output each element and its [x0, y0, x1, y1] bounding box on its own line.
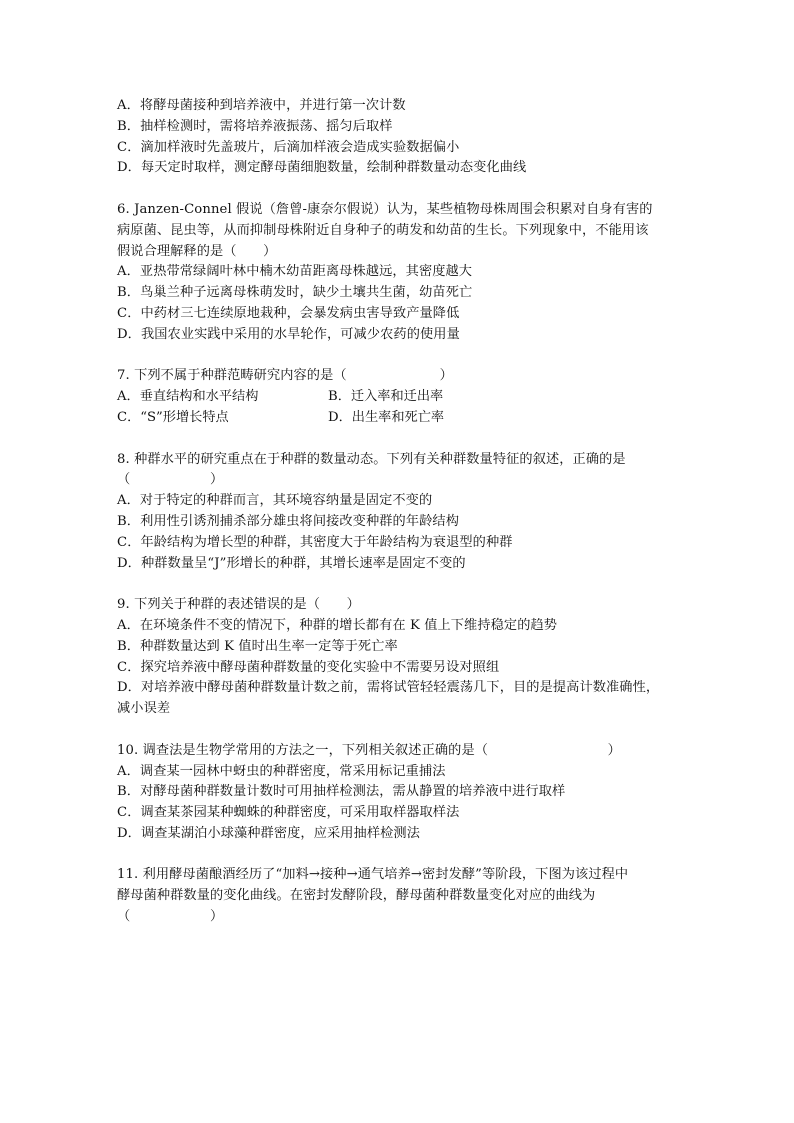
question-6 — [117, 200, 687, 346]
q10-option-b: B．对酵母菌种群数量计数时可用抽样检测法，需从静置的培养液中进行取样 — [117, 784, 566, 800]
q9-option-c: C．探究培养液中酵母菌种群数量的变化实验中不需要另设对照组 — [117, 659, 500, 675]
q6-option-a: A．亚热带常绿阔叶林中楠木幼苗距离母株越远，其密度越大 — [117, 264, 473, 280]
q8-stem-line-2: （ ） — [117, 472, 224, 488]
question-5-options — [117, 96, 687, 179]
q11-stem-line-2: 酵母菌种群数量的变化曲线。在密封发酵阶段，酵母菌种群数量变化对应的曲线为 — [117, 888, 596, 904]
q10-option-c: C．调查某茶园某种蜘蛛的种群密度，可采用取样器取样法 — [117, 805, 460, 821]
q6-option-b: B．鸟巢兰种子远离母株萌发时，缺少土壤共生菌，幼苗死亡 — [117, 285, 473, 301]
q7-option-a: A．垂直结构和水平结构 — [117, 389, 259, 405]
q10-option-a: A．调查某一园林中蚜虫的种群密度，常采用标记重捕法 — [117, 763, 446, 779]
q7-option-b: B．迁入率和迁出率 — [328, 389, 444, 405]
q7-option-c: C．“S”形增长特点 — [117, 409, 229, 425]
q9-option-d-line-1: D．对培养液中酵母菌种群数量计数之前，需将试管轻轻震荡几下，目的是提高计数准确性， — [117, 680, 660, 696]
spacer — [117, 179, 687, 200]
spacer — [117, 346, 687, 367]
q5-option-d: D．每天定时取样，测定酵母菌细胞数量，绘制种群数量动态变化曲线 — [117, 160, 527, 176]
q11-stem-line-1: 11. 利用酵母菌酿酒经历了“加料→接种→通气培养→密封发酵”等阶段，下图为该过程中 — [117, 867, 629, 883]
q9-option-d-line-2: 减小误差 — [117, 701, 171, 717]
q9-stem: 9. 下列关于种群的表述错误的是（ ） — [117, 597, 360, 613]
q7-options-row-1 — [117, 387, 687, 408]
question-7 — [117, 366, 687, 428]
q8-option-c: C．年龄结构为增长型的种群，其密度大于年龄结构为衰退型的种群 — [117, 534, 513, 550]
spacer — [117, 720, 687, 741]
q9-option-b: B．种群数量达到 K 值时出生率一定等于死亡率 — [117, 638, 398, 654]
question-10 — [117, 741, 687, 845]
q8-option-a: A．对于特定的种群而言，其环境容纳量是固定不变的 — [117, 493, 433, 509]
spacer — [117, 574, 687, 595]
question-8 — [117, 450, 687, 575]
q6-stem-line-2: 病原菌、昆虫等，从而抑制母株附近自身种子的萌发和幼苗的生长。下列现象中，不能用该 — [117, 222, 649, 238]
q8-option-d: D．种群数量呈“J”形增长的种群，其增长速率是固定不变的 — [117, 555, 466, 571]
q5-option-c: C．滴加样液时先盖玻片，后滴加样液会造成实验数据偏小 — [117, 139, 460, 155]
q7-stem: 7. 下列不属于种群范畴研究内容的是（ ） — [117, 368, 453, 384]
question-9 — [117, 595, 687, 720]
spacer — [117, 429, 687, 450]
q9-option-a: A．在环境条件不变的情况下，种群的增长都有在 K 值上下维持稳定的趋势 — [117, 617, 558, 633]
q5-option-b: B．抽样检测时，需将培养液振荡、摇匀后取样 — [117, 118, 393, 134]
spacer — [117, 845, 687, 866]
q6-stem-line-3: 假说合理解释的是（ ） — [117, 243, 277, 259]
q11-stem-line-3: （ ） — [117, 909, 224, 925]
q7-options-row-2 — [117, 408, 687, 429]
q5-option-a: A．将酵母菌接种到培养液中，并进行第一次计数 — [117, 98, 406, 113]
q6-stem-line-1: 6. Janzen-Connel 假说（詹曾-康奈尔假说）认为，某些植物母株周围会积累对自身有害的 — [117, 201, 653, 217]
q10-stem: 10. 调查法是生物学常用的方法之一，下列相关叙述正确的是（ ） — [117, 742, 621, 758]
question-11 — [117, 865, 687, 927]
q8-stem-line-1: 8. 种群水平的研究重点在于种群的数量动态。下列有关种群数量特征的叙述，正确的是 — [117, 451, 626, 467]
q6-option-c: C．中药材三七连续原地栽种，会暴发病虫害导致产量降低 — [117, 305, 460, 321]
q10-option-d: D．调查某湖泊小球藻种群密度，应采用抽样检测法 — [117, 825, 420, 841]
question-list — [117, 96, 687, 928]
q7-option-d: D．出生率和死亡率 — [328, 409, 445, 425]
q8-option-b: B．利用性引诱剂捕杀部分雄虫将间接改变种群的年龄结构 — [117, 513, 459, 529]
q6-option-d: D．我国农业实践中采用的水旱轮作，可减少农药的使用量 — [117, 326, 460, 342]
